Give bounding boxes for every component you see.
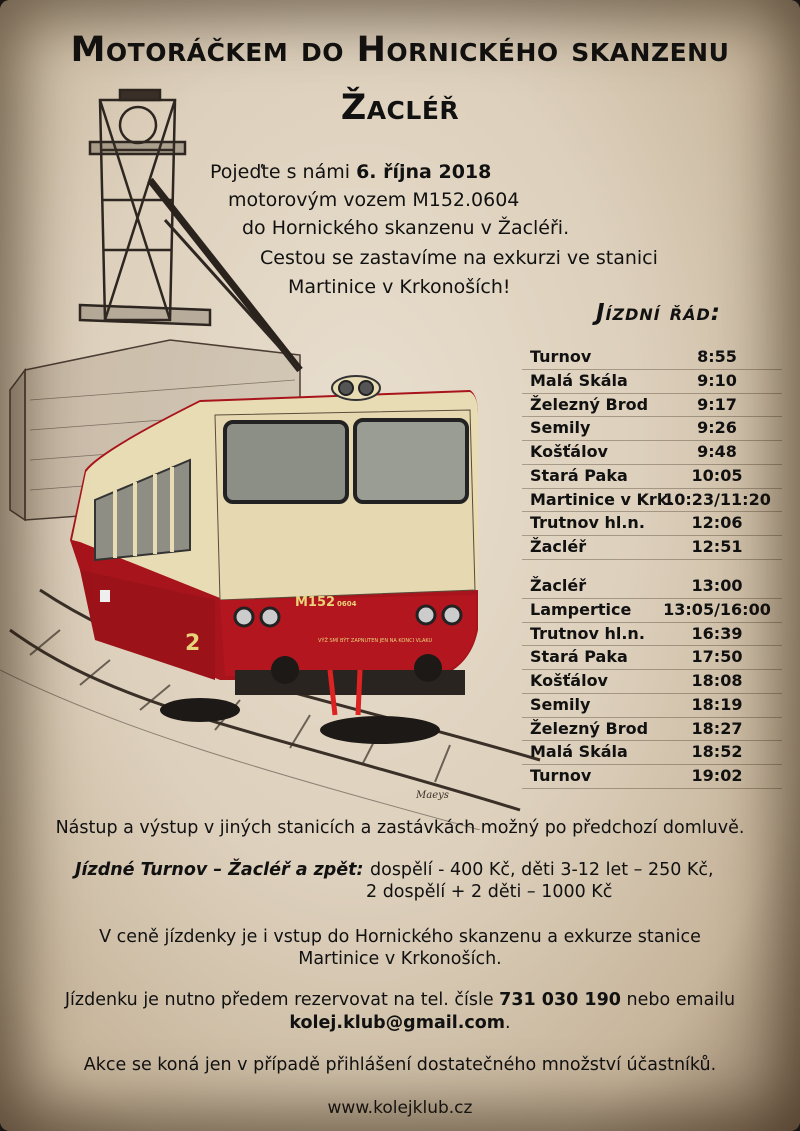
timetable-row [522, 394, 782, 418]
departure-time: 12:51 [691, 537, 743, 556]
train-front-notice: VÝŽ SMÍ BÝT ZAPNUTEN JEN NA KONCI VLAKU [318, 638, 433, 644]
timetable-row [522, 718, 782, 742]
timetable-row [522, 670, 782, 694]
timetable-row [522, 370, 782, 394]
train-side-number: 2 [185, 631, 201, 656]
station-name: Turnov [530, 347, 592, 366]
boarding-note: Nástup a výstup v jiných stanicích a zastávkách možný po předchozí domluvě. [55, 818, 745, 838]
intro-line4: Cestou se zastavíme na exkurzi ve stanici [260, 247, 658, 269]
departure-time: 17:50 [691, 647, 743, 667]
station-name: Stará Paka [530, 647, 628, 667]
timetable-outbound [522, 346, 782, 560]
reservation-pre: Jízdenku je nutno předem rezervovat na tel. čísle [64, 990, 500, 1010]
intro-line1-pre: Pojeďte s námi [210, 161, 357, 183]
station-name: Stará Paka [530, 465, 628, 485]
departure-time: 16:39 [691, 623, 743, 643]
departure-time: 13:05/16:00 [663, 599, 771, 619]
departure-time: 9:26 [697, 418, 737, 438]
departure-time: 18:52 [691, 742, 743, 762]
website-link[interactable]: www.kolejklub.cz [327, 1098, 473, 1118]
station-name: Semily [530, 418, 591, 438]
timetable-row [522, 536, 782, 560]
departure-time: 10:05 [691, 465, 743, 485]
departure-time: 18:27 [691, 718, 743, 738]
station-name: Malá Skála [530, 370, 628, 390]
train-number-label: M152 [295, 595, 336, 610]
timetable-row [522, 765, 782, 789]
station-name: Žacléř [530, 537, 587, 556]
intro-line3: do Hornického skanzenu v Žacléři. [242, 217, 570, 239]
departure-time: 8:55 [697, 347, 737, 366]
timetable-row [522, 465, 782, 489]
fare-label: Jízdné Turnov – Žacléř a zpět: [75, 860, 364, 880]
fare-line1: dospělí - 400 Kč, děti 3-12 let – 250 Kč, [370, 860, 714, 880]
station-name: Turnov [530, 766, 592, 785]
departure-time: 19:02 [691, 766, 743, 785]
station-name: Košťálov [530, 671, 608, 690]
station-name: Martinice v Krk. [530, 489, 674, 509]
poster-title-line1: Motoráčkem do Hornického skanzenu [70, 30, 730, 70]
phone-number[interactable]: 731 030 190 [499, 990, 621, 1010]
email-post: . [505, 1013, 511, 1033]
reservation-post: nebo emailu [620, 990, 736, 1010]
timetable-row [522, 741, 782, 765]
timetable-row [522, 417, 782, 441]
timetable-row [522, 623, 782, 647]
timetable-row [522, 646, 782, 670]
reservation-line1 [0, 990, 800, 1010]
intro-date: 6. října 2018 [356, 161, 492, 183]
ticket-includes-line1: V ceně jízdenky je i vstup do Hornického skanzenu a exkurze stanice [99, 927, 701, 947]
timetable-row [522, 599, 782, 623]
station-name: Trutnov hl.n. [530, 513, 645, 533]
condition-note: Akce se koná jen v případě přihlášení dostatečného množství účastníků. [83, 1055, 717, 1075]
timetable-row [522, 489, 782, 513]
timetable-row [522, 575, 782, 599]
departure-time: 10:23/11:20 [663, 489, 771, 509]
station-name: Trutnov hl.n. [530, 623, 645, 643]
departure-time: 12:06 [691, 513, 743, 533]
ticket-includes-line2: Martinice v Krkonoších. [298, 949, 502, 969]
station-name: Železný Brod [530, 718, 649, 738]
departure-time: 9:48 [697, 442, 737, 461]
email-address[interactable]: kolej.klub@gmail.com [289, 1013, 506, 1033]
train-number-small: 0604 [337, 600, 357, 608]
reservation-line2 [0, 1013, 800, 1033]
station-name: Semily [530, 694, 591, 714]
timetable-row [522, 441, 782, 465]
timetable-row [522, 512, 782, 536]
timetable-return [522, 575, 782, 789]
departure-time: 18:19 [691, 694, 743, 714]
departure-time: 9:10 [697, 370, 737, 390]
train-illustration [0, 70, 560, 830]
station-name: Žacléř [530, 576, 587, 595]
poster-title-line2: Žacléř [340, 88, 460, 128]
station-name: Malá Skála [530, 742, 628, 762]
station-name: Železný Brod [530, 394, 649, 414]
timetable-row [522, 694, 782, 718]
fare-line2: 2 dospělí + 2 děti – 1000 Kč [366, 882, 613, 902]
station-name: Lampertice [530, 599, 632, 619]
station-name: Košťálov [530, 442, 608, 461]
departure-time: 18:08 [691, 671, 743, 690]
intro-line1 [210, 161, 491, 183]
timetable-heading: Jízdní řád: [596, 300, 721, 326]
departure-time: 9:17 [697, 394, 737, 414]
artist-signature: Maeys [416, 790, 449, 801]
timetable-row [522, 346, 782, 370]
intro-line2: motorovým vozem M152.0604 [228, 189, 520, 211]
departure-time: 13:00 [691, 576, 743, 595]
intro-line5: Martinice v Krkonoších! [288, 276, 511, 298]
